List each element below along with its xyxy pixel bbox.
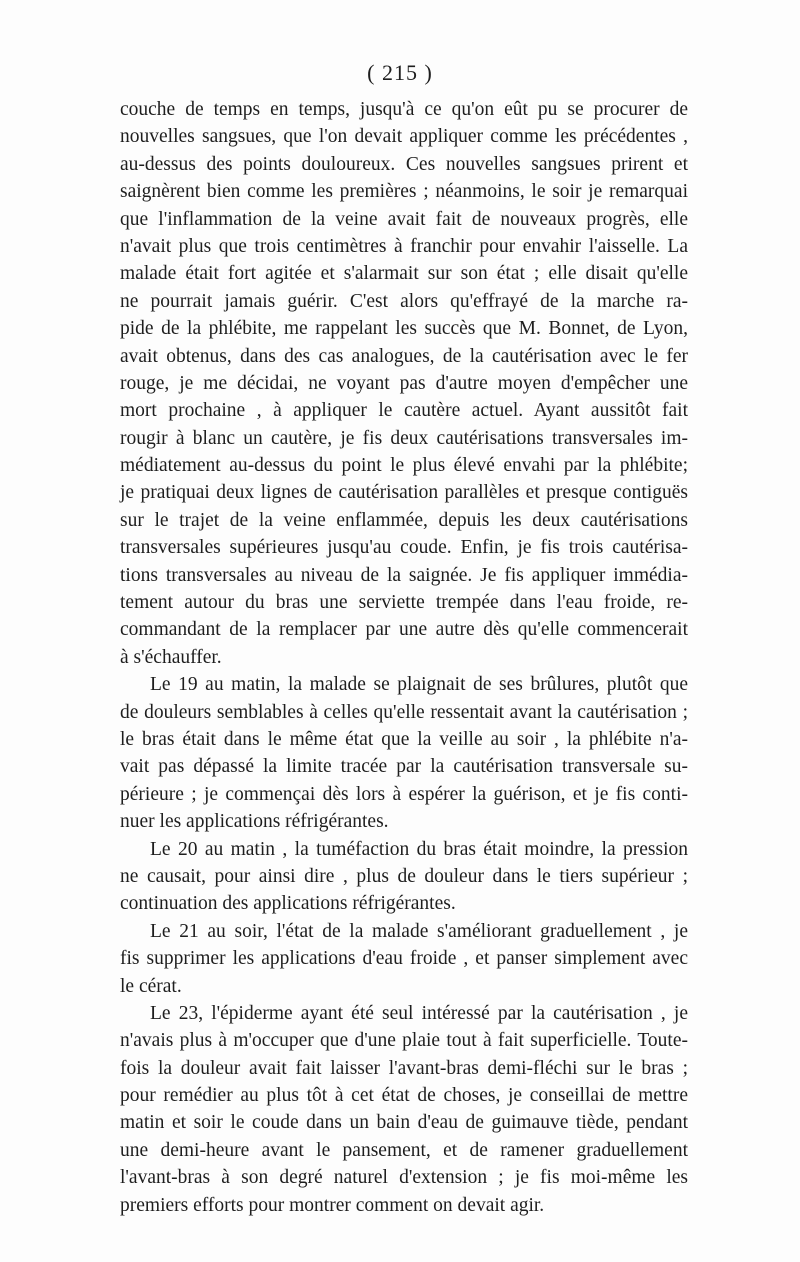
- text-line: Le 19 au matin, la malade se plaignait de ses brûlures, plutôt que: [150, 674, 688, 696]
- paragraph: [120, 918, 688, 1000]
- text-line: que l'inflammation de la veine avait fait de nouveaux progrès, elle: [120, 208, 688, 230]
- text-line: saignèrent bien comme les premières ; néanmoins, le soir je remarquai: [120, 181, 688, 203]
- text-line: malade était fort agitée et s'alarmait sur son état ; elle disait qu'elle: [120, 263, 688, 285]
- text-line: avait obtenus, dans des cas analogues, de la cautérisation avec le fer: [120, 345, 688, 367]
- text-line: sur le trajet de la veine enflammée, depuis les deux cautérisations: [120, 509, 688, 531]
- text-line: premiers efforts pour montrer comment on devait agir.: [120, 1194, 545, 1216]
- text-line: pide de la phlébite, me rappelant les succès que M. Bonnet, de Lyon,: [120, 318, 688, 340]
- text-line: n'avait plus que trois centimètres à franchir pour envahir l'aisselle. La: [120, 235, 688, 257]
- text-line: ne causait, pour ainsi dire , plus de douleur dans le tiers supérieur ;: [120, 865, 688, 887]
- text-line: commandant de la remplacer par une autre dès qu'elle commencerait: [120, 619, 688, 641]
- text-line: fois la douleur avait fait laisser l'avant-bras demi-fléchi sur le bras ;: [120, 1057, 688, 1079]
- text-line: l'avant-bras à son degré naturel d'extension ; je fis moi-même les: [120, 1167, 688, 1189]
- paragraph: [120, 671, 688, 835]
- text-line: médiatement au-dessus du point le plus élevé envahi par la phlébite;: [120, 455, 688, 477]
- text-line: couche de temps en temps, jusqu'à ce qu'on eût pu se procurer de: [120, 99, 688, 120]
- text-line: nouvelles sangsues, que l'on devait appliquer comme les précédentes ,: [120, 126, 688, 148]
- text-line: ne pourrait jamais guérir. C'est alors qu'effrayé de la marche ra-: [120, 290, 688, 312]
- page-number: ( 215 ): [367, 60, 433, 85]
- text-line: continuation des applications réfrigérantes.: [120, 893, 456, 915]
- text-line: tement autour du bras une serviette trempée dans l'eau froide, re-: [120, 592, 688, 614]
- text-line: pour remédier au plus tôt à cet état de choses, je conseillai de mettre: [120, 1085, 688, 1107]
- text-line: une demi-heure avant le pansement, et de ramener graduellement: [120, 1139, 688, 1161]
- text-line: transversales supérieures jusqu'au coude. Enfin, je fis trois cautérisa-: [120, 537, 688, 559]
- text-line: fis supprimer les applications d'eau froide , et panser simplement avec: [120, 948, 688, 970]
- text-line: au-dessus des points douloureux. Ces nouvelles sangsues prirent et: [120, 153, 688, 175]
- text-line: Le 23, l'épiderme ayant été seul intéressé par la cautérisation , je: [150, 1002, 688, 1024]
- text-line: de douleurs semblables à celles qu'elle ressentait avant la cautérisation ;: [120, 701, 688, 723]
- text-line: périeure ; je commençai dès lors à espérer la guérison, et je fis conti-: [120, 783, 688, 805]
- paragraph: [120, 836, 688, 918]
- text-line: rouge, je me décidai, ne voyant pas d'autre moyen d'empêcher une: [120, 372, 688, 394]
- paragraph: [120, 1000, 688, 1219]
- text-line: le cérat.: [120, 975, 182, 997]
- text-line: n'avais plus à m'occuper que d'une plaie tout à fait superficielle. Toute-: [120, 1030, 688, 1052]
- body-text: [120, 96, 688, 1219]
- text-line: je pratiquai deux lignes de cautérisation parallèles et presque contiguës: [120, 482, 688, 504]
- paragraph: [120, 96, 688, 671]
- text-line: vait pas dépassé la limite tracée par la cautérisation transversale su-: [120, 756, 688, 778]
- text-line: à s'échauffer.: [120, 646, 222, 668]
- text-line: Le 21 au soir, l'état de la malade s'améliorant graduellement , je: [150, 920, 688, 942]
- text-line: matin et soir le coude dans un bain d'eau de guimauve tiède, pendant: [120, 1112, 688, 1134]
- text-line: rougir à blanc un cautère, je fis deux cautérisations transversales im-: [120, 427, 688, 449]
- text-line: Le 20 au matin , la tuméfaction du bras était moindre, la pression: [150, 838, 688, 860]
- text-line: tions transversales au niveau de la saignée. Je fis appliquer immédia-: [120, 564, 688, 586]
- text-line: le bras était dans le même état que la veille au soir , la phlébite n'a-: [120, 728, 688, 750]
- text-line: nuer les applications réfrigérantes.: [120, 811, 389, 833]
- text-line: mort prochaine , à appliquer le cautère actuel. Ayant aussitôt fait: [120, 400, 688, 422]
